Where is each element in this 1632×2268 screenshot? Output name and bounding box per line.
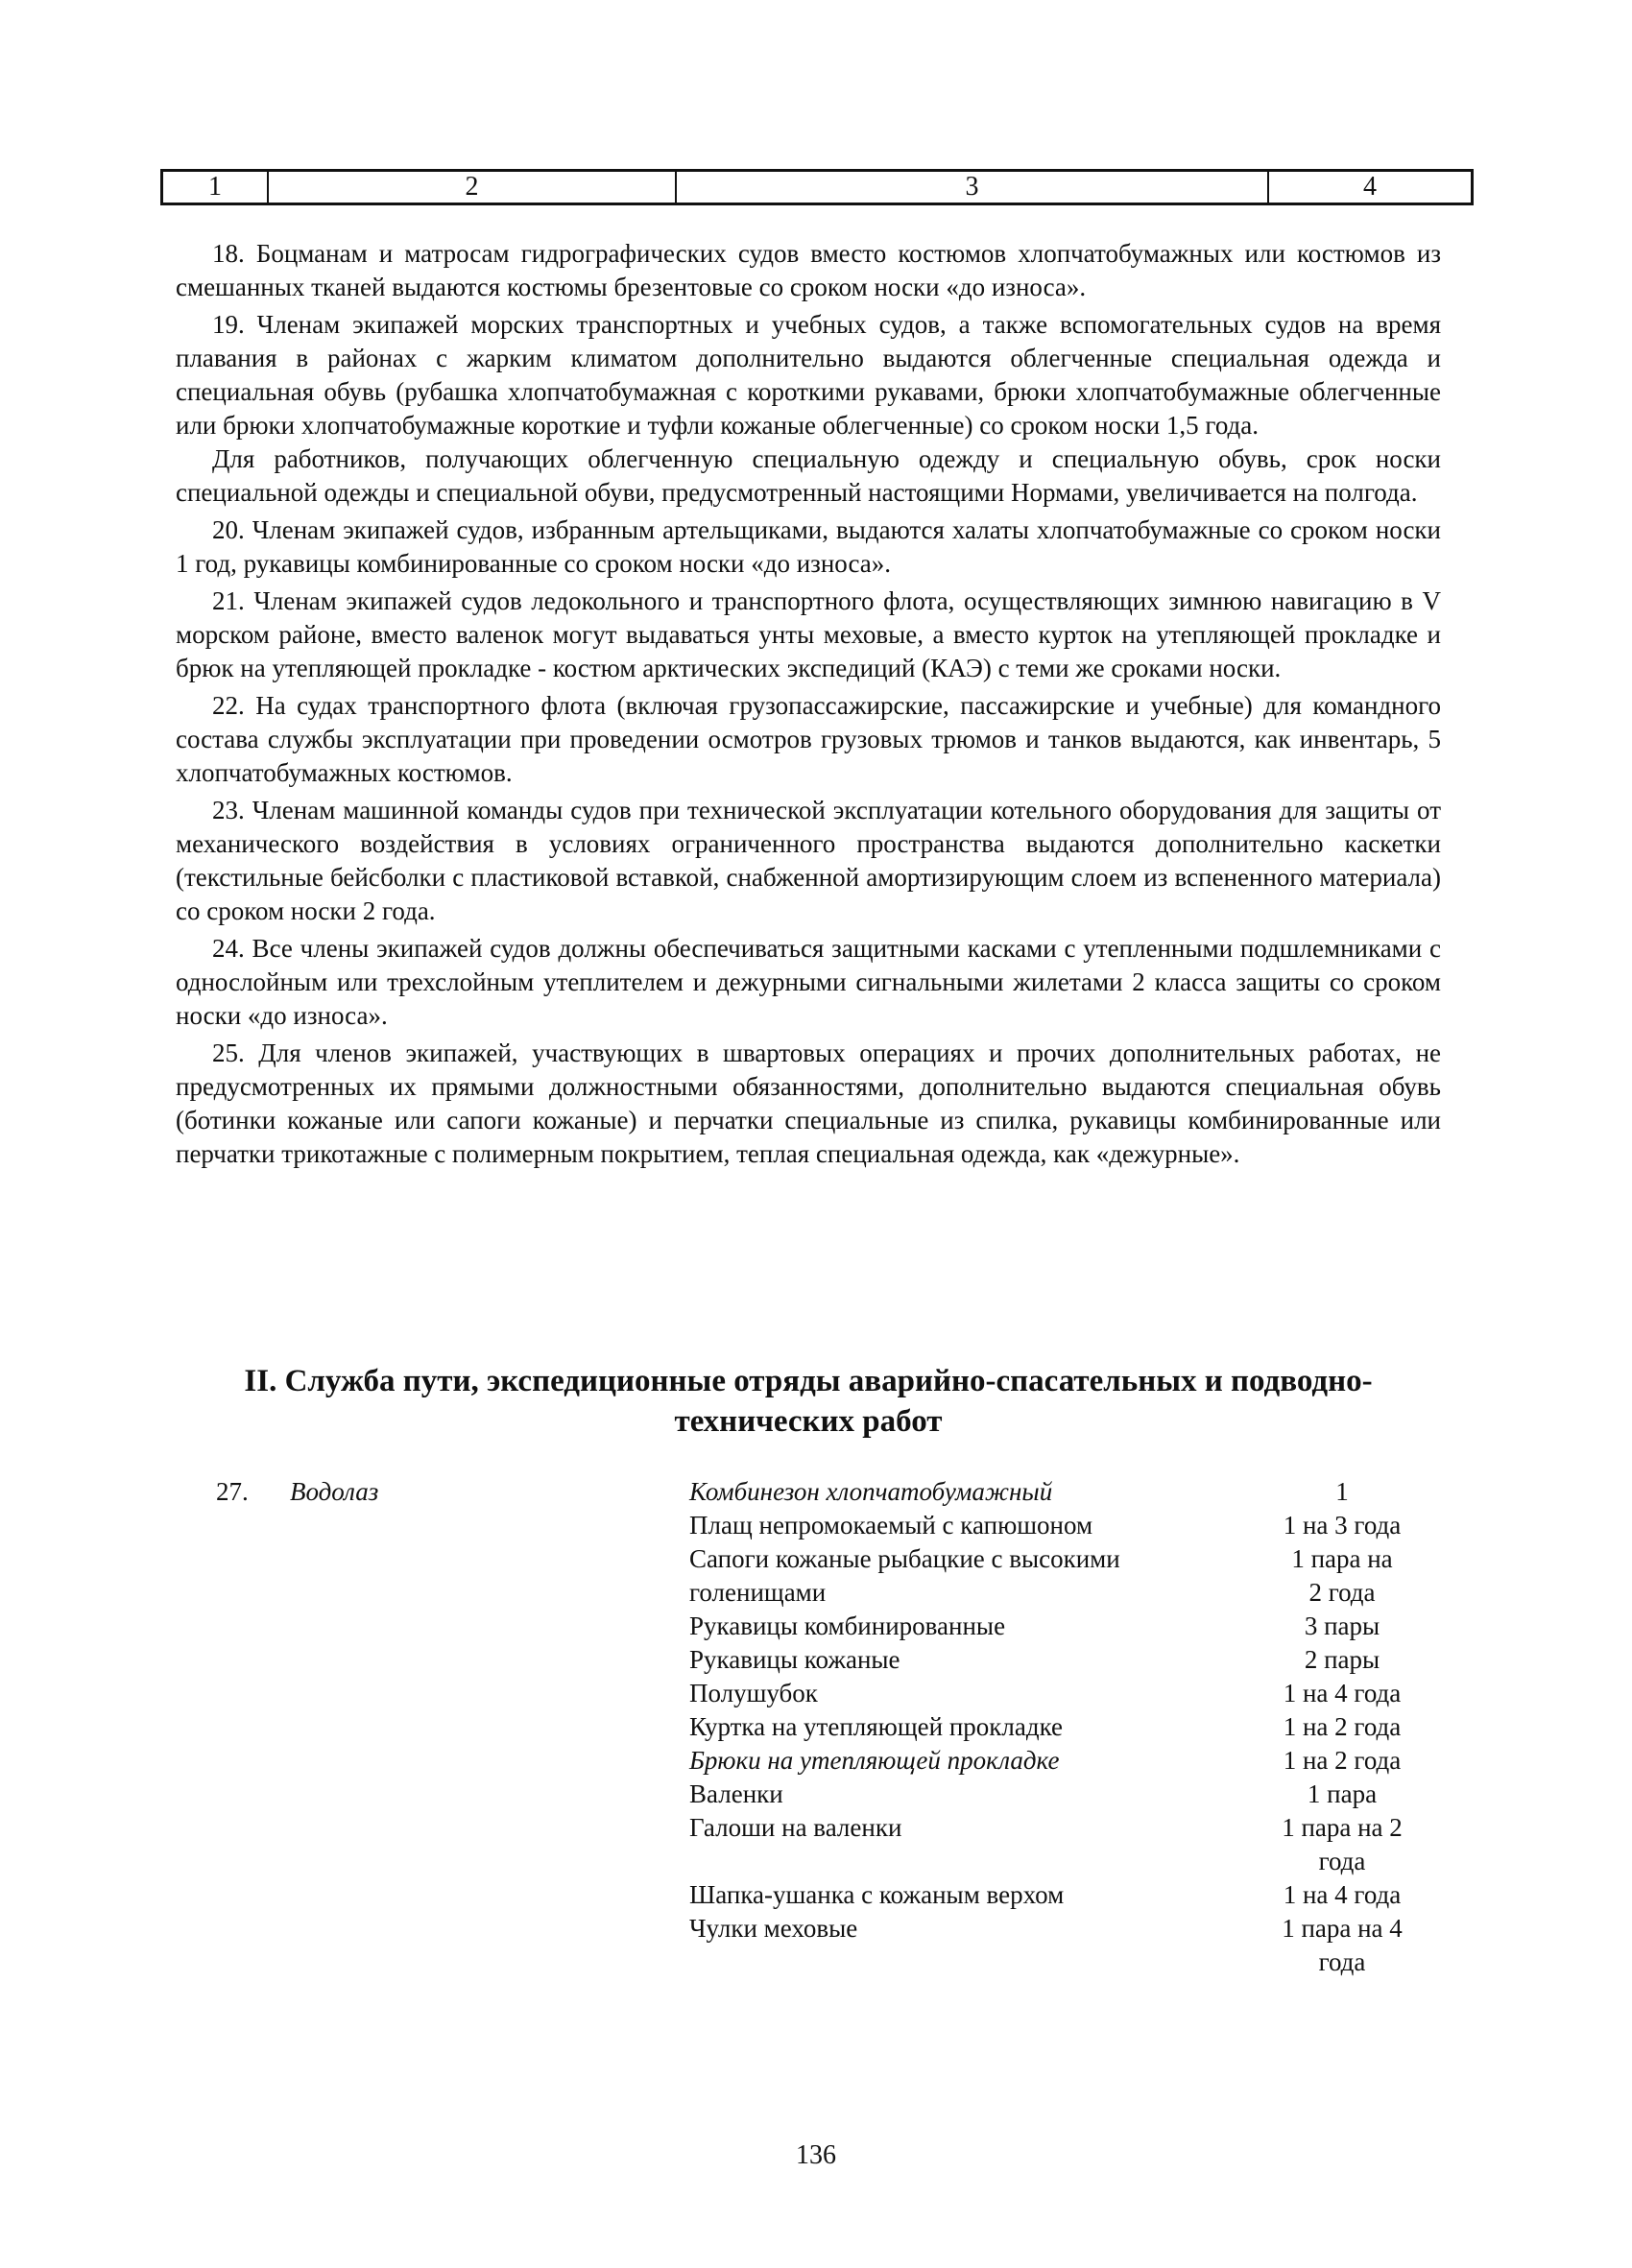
note-paragraph: 18. Боцманам и матросам гидрографических судов вместо костюмов хлопчатобумажных или костюмов из смешанных тканей выдаются костюмы брезентовые со сроком носки «до износа». [176, 239, 1441, 301]
item-number: 27. [216, 1477, 249, 1506]
item-quantity: 1 на 4 года [1283, 1880, 1402, 1909]
list-item [689, 1475, 1457, 1509]
item-name: Куртка на утепляющей прокладке [689, 1712, 1064, 1741]
list-item [689, 1677, 1457, 1710]
note-paragraph: 25. Для членов экипажей, участвующих в швартовых операциях и прочих дополнительных работах, не предусмотренных их прямыми должностными обязанностями, дополнительно выдаются специальная обувь (ботинки кожаные или сапоги кожаные) и перчатки специальные из спилка, рукавицы комбинированные или перчатки трикотажные с полимерным покрытием, теплая специальная одежда, как «дежурные». [176, 1039, 1441, 1168]
header-col-4: 4 [1363, 172, 1377, 202]
item-quantity: 1 на 2 года [1283, 1712, 1402, 1741]
item-quantity: 2 года [1308, 1578, 1376, 1607]
list-item [689, 1778, 1457, 1811]
item-quantity: 1 на 3 года [1283, 1511, 1402, 1540]
issued-items-list [689, 1475, 1457, 1979]
list-item [689, 1576, 1457, 1610]
item-name: Чулки меховые [689, 1914, 858, 1943]
item-quantity: года [1318, 1947, 1366, 1976]
page-number: 136 [796, 2140, 836, 2170]
section-title: II. Служба пути, экспедиционные отряды аварийно-спасательных и подводно-технических работ [244, 1364, 1373, 1439]
item-name: Рукавицы кожаные [689, 1645, 900, 1674]
list-item [689, 1610, 1457, 1643]
item-quantity: года [1318, 1847, 1366, 1875]
note-paragraph: Для работников, получающих облегченную специальную одежду и специальную обувь, срок носки специальной одежды и специальной обуви, предусмотренный настоящими Нормами, увеличивается на полгода. [176, 444, 1441, 507]
list-item [689, 1542, 1457, 1576]
header-col-2: 2 [269, 172, 677, 203]
note-paragraph: 23. Членам машинной команды судов при технической эксплуатации котельного оборудования для защиты от механического воздействия в условиях ограниченного пространства выдаются дополнительно каскетки (текстильные бейсболки с пластиковой вставкой, снабженной амортизирующим слоем из вспененного материала) со сроком носки 2 года. [176, 796, 1441, 925]
item-name: Сапоги кожаные рыбацкие с высокими [689, 1544, 1120, 1573]
item-quantity: 2 пары [1304, 1645, 1380, 1674]
list-item [689, 1845, 1457, 1878]
header-col-1: 1 [163, 172, 269, 203]
list-item [689, 1643, 1457, 1677]
list-item [689, 1946, 1457, 1979]
list-item [689, 1744, 1457, 1778]
item-quantity: 1 на 2 года [1283, 1746, 1402, 1775]
note-paragraph: 19. Членам экипажей морских транспортных и учебных судов, а также вспомогательных судов на время плавания в районах с жарким климатом дополнительно выдаются облегченные специальная одежда и специальная обувь (рубашка хлопчатобумажная с короткими рукавами, брюки хлопчатобумажные облегченные или брюки хлопчатобумажные короткие и туфли кожаные облегченные) со сроком носки 1,5 года. [176, 310, 1441, 440]
note-paragraph: 24. Все члены экипажей судов должны обеспечиваться защитными касками с утепленными подшлемниками с однослойным или трехслойным утеплителем и дежурными сигнальными жилетами 2 класса защиты со сроком носки «до износа». [176, 934, 1441, 1030]
header-col-3: 3 [677, 172, 1269, 203]
item-name: Брюки на утепляющей прокладке [689, 1746, 1060, 1775]
item-name: Полушубок [689, 1679, 818, 1707]
item-quantity: 1 на 4 года [1283, 1679, 1402, 1707]
item-profession: Водолаз [290, 1477, 379, 1506]
note-paragraph: 22. На судах транспортного флота (включая грузопассажирские, пассажирские и учебные) для командного состава службы эксплуатации при проведении осмотров грузовых трюмов и танков выдаются, как инвентарь, 5 хлопчатобумажных костюмов. [176, 691, 1441, 787]
note-paragraph: 20. Членам экипажей судов, избранным артельщиками, выдаются халаты хлопчатобумажные со сроком носки 1 год, рукавицы комбинированные со сроком носки «до износа». [176, 515, 1441, 578]
list-item [689, 1509, 1457, 1542]
item-name [689, 1946, 1236, 1979]
item-quantity: 1 пара на 4 [1282, 1914, 1403, 1943]
list-item [689, 1811, 1457, 1845]
item-name: Комбинезон хлопчатобумажный [689, 1477, 1053, 1506]
notes-text [176, 237, 1441, 1175]
item-quantity: 1 [1335, 1477, 1349, 1506]
column-number-header [160, 169, 1474, 205]
item-quantity: 1 пара на [1291, 1544, 1393, 1573]
note-paragraph: 21. Членам экипажей судов ледокольного и транспортного флота, осуществляющих зимнюю навигацию в V морском районе, вместо валенок могут выдаваться унты меховые, а вместо курток на утепляющей прокладке и брюк на утепляющей прокладке - костюм арктических экспедиций (КАЭ) с теми же сроками носки. [176, 586, 1441, 682]
list-item [689, 1878, 1457, 1912]
item-quantity: 1 пара [1307, 1779, 1378, 1808]
item-name: Рукавицы комбинированные [689, 1611, 1006, 1640]
item-quantity: 1 пара на 2 [1282, 1813, 1403, 1842]
item-name: Галоши на валенки [689, 1813, 902, 1842]
list-item [689, 1710, 1457, 1744]
item-name [689, 1845, 1236, 1878]
item-name: Плащ непромокаемый с капюшоном [689, 1511, 1093, 1540]
item-quantity: 3 пары [1304, 1611, 1380, 1640]
item-name: Валенки [689, 1779, 783, 1808]
item-name: голенищами [689, 1578, 827, 1607]
list-item [689, 1912, 1457, 1946]
item-name: Шапка-ушанка с кожаным верхом [689, 1880, 1065, 1909]
